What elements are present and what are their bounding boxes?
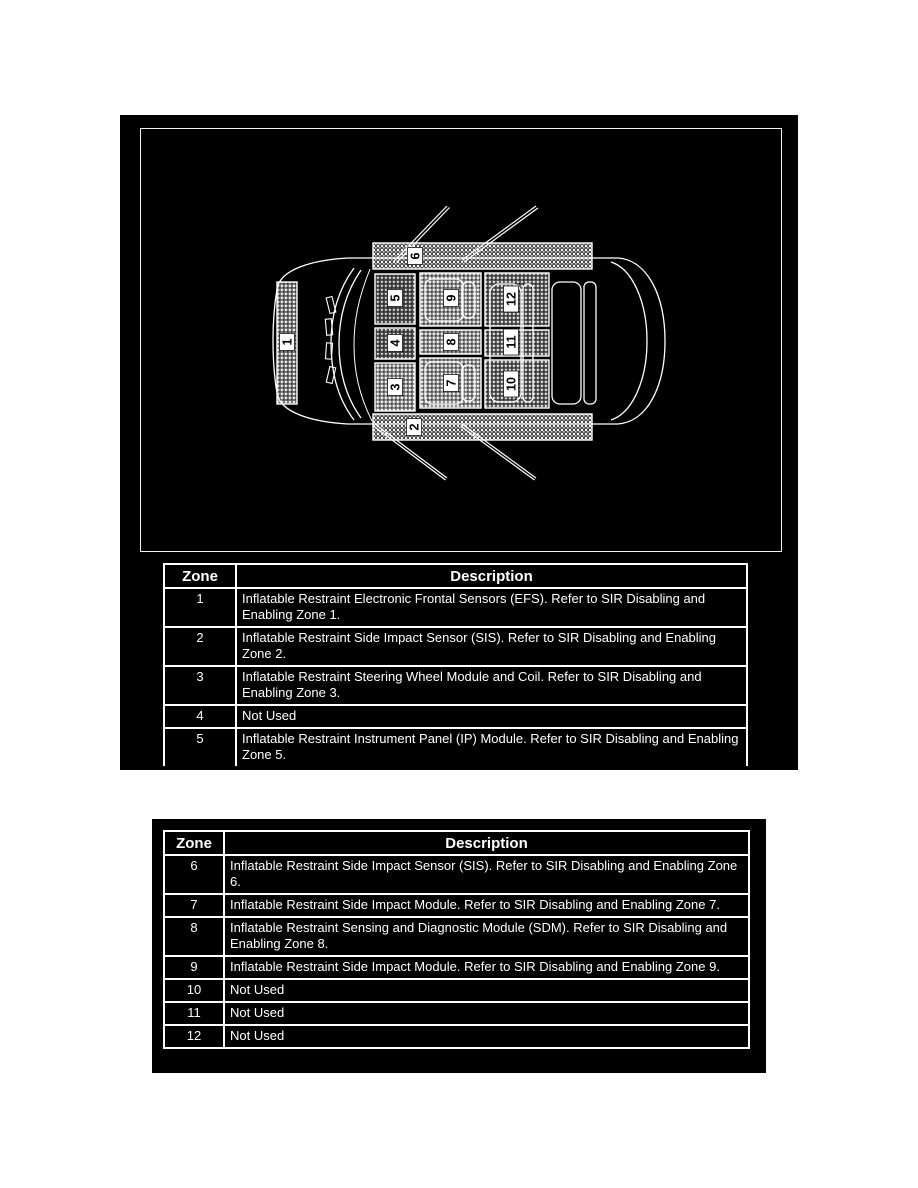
table-panel: [152, 819, 766, 1073]
zone-column-header: Zone: [164, 564, 236, 588]
svg-text:9: 9: [444, 294, 459, 302]
table-row: [164, 705, 747, 728]
zone-table-1-5: [163, 563, 748, 766]
diagram-panel: [120, 115, 798, 770]
vehicle-diagram: [141, 129, 781, 551]
table-row: [164, 627, 747, 666]
rear-shelf: [584, 282, 596, 404]
svg-text:4: 4: [388, 339, 403, 347]
svg-text:7: 7: [444, 379, 459, 387]
zone-cell: 10: [164, 979, 224, 1002]
description-cell: Inflatable Restraint Side Impact Module. Refer to SIR Disabling and Enabling Zone 9.: [224, 956, 749, 979]
zone-cell: 8: [164, 917, 224, 956]
zone-label-8: [444, 334, 459, 351]
svg-text:5: 5: [388, 294, 403, 302]
table-header-row: [164, 831, 749, 855]
zone-label-9: [444, 290, 459, 307]
table-row: [164, 666, 747, 705]
wiper-blade: [326, 367, 335, 384]
zone-label-4: [388, 335, 403, 352]
description-cell: Not Used: [236, 705, 747, 728]
trunk-line: [611, 262, 647, 420]
table-header-row: [164, 564, 747, 588]
windshield-inner: [339, 270, 361, 418]
zone-label-7: [444, 375, 459, 392]
rear-seatback: [552, 282, 581, 404]
zone-cell: 5: [164, 728, 236, 766]
table-row: [164, 588, 747, 627]
description-cell: Inflatable Restraint Steering Wheel Module and Coil. Refer to SIR Disabling and Enabling Zone 3.: [236, 666, 747, 705]
table-row: [164, 894, 749, 917]
svg-text:8: 8: [444, 338, 459, 346]
zone-column-header: Zone: [164, 831, 224, 855]
zone-cell: 1: [164, 588, 236, 627]
svg-text:6: 6: [408, 252, 423, 260]
zone-label-10: [504, 371, 519, 397]
zone-cell: 6: [164, 855, 224, 894]
description-cell: Not Used: [224, 1002, 749, 1025]
table-row: [164, 855, 749, 894]
zone-region-6: [373, 243, 592, 269]
svg-text:10: 10: [504, 377, 519, 391]
table-row: [164, 1025, 749, 1048]
svg-text:3: 3: [388, 383, 403, 391]
table-row: [164, 956, 749, 979]
zone-cell: 7: [164, 894, 224, 917]
zone-label-2: [407, 419, 422, 436]
zone-cell: 12: [164, 1025, 224, 1048]
zone-table-6-12: [163, 830, 750, 1049]
zone-cell: 9: [164, 956, 224, 979]
description-cell: Not Used: [224, 979, 749, 1002]
table-row: [164, 1002, 749, 1025]
zone-regions: [277, 243, 592, 440]
figure-frame: [140, 128, 782, 552]
svg-text:12: 12: [504, 292, 519, 306]
zone-label-6: [408, 248, 423, 265]
description-cell: Inflatable Restraint Instrument Panel (IP) Module. Refer to SIR Disabling and Enabling Zone 5.: [236, 728, 747, 766]
zone-region-2: [373, 414, 592, 440]
zone-label-3: [388, 379, 403, 396]
table-row: [164, 917, 749, 956]
description-cell: Inflatable Restraint Sensing and Diagnostic Module (SDM). Refer to SIR Disabling and Enabling Zone 8.: [224, 917, 749, 956]
zone-cell: 3: [164, 666, 236, 705]
zone-cell: 4: [164, 705, 236, 728]
description-cell: Inflatable Restraint Side Impact Module. Refer to SIR Disabling and Enabling Zone 7.: [224, 894, 749, 917]
description-column-header: Description: [236, 564, 747, 588]
windshield-outer: [331, 268, 354, 420]
dash-edge: [354, 269, 372, 421]
description-cell: Inflatable Restraint Electronic Frontal Sensors (EFS). Refer to SIR Disabling and Enabling Zone 1.: [236, 588, 747, 627]
svg-text:1: 1: [280, 338, 295, 346]
zone-cell: 11: [164, 1002, 224, 1025]
zone-label-12: [504, 286, 519, 312]
zone-cell: 2: [164, 627, 236, 666]
zone-label-5: [388, 290, 403, 307]
zone-label-11: [504, 329, 519, 355]
svg-text:2: 2: [407, 423, 422, 431]
table-row: [164, 979, 749, 1002]
svg-text:11: 11: [504, 335, 519, 349]
description-cell: Not Used: [224, 1025, 749, 1048]
description-cell: Inflatable Restraint Side Impact Sensor (SIS). Refer to SIR Disabling and Enabling Zone 6.: [224, 855, 749, 894]
table-row: [164, 728, 747, 766]
description-column-header: Description: [224, 831, 749, 855]
zone-label-1: [280, 334, 295, 351]
description-cell: Inflatable Restraint Side Impact Sensor (SIS). Refer to SIR Disabling and Enabling Zone 2.: [236, 627, 747, 666]
